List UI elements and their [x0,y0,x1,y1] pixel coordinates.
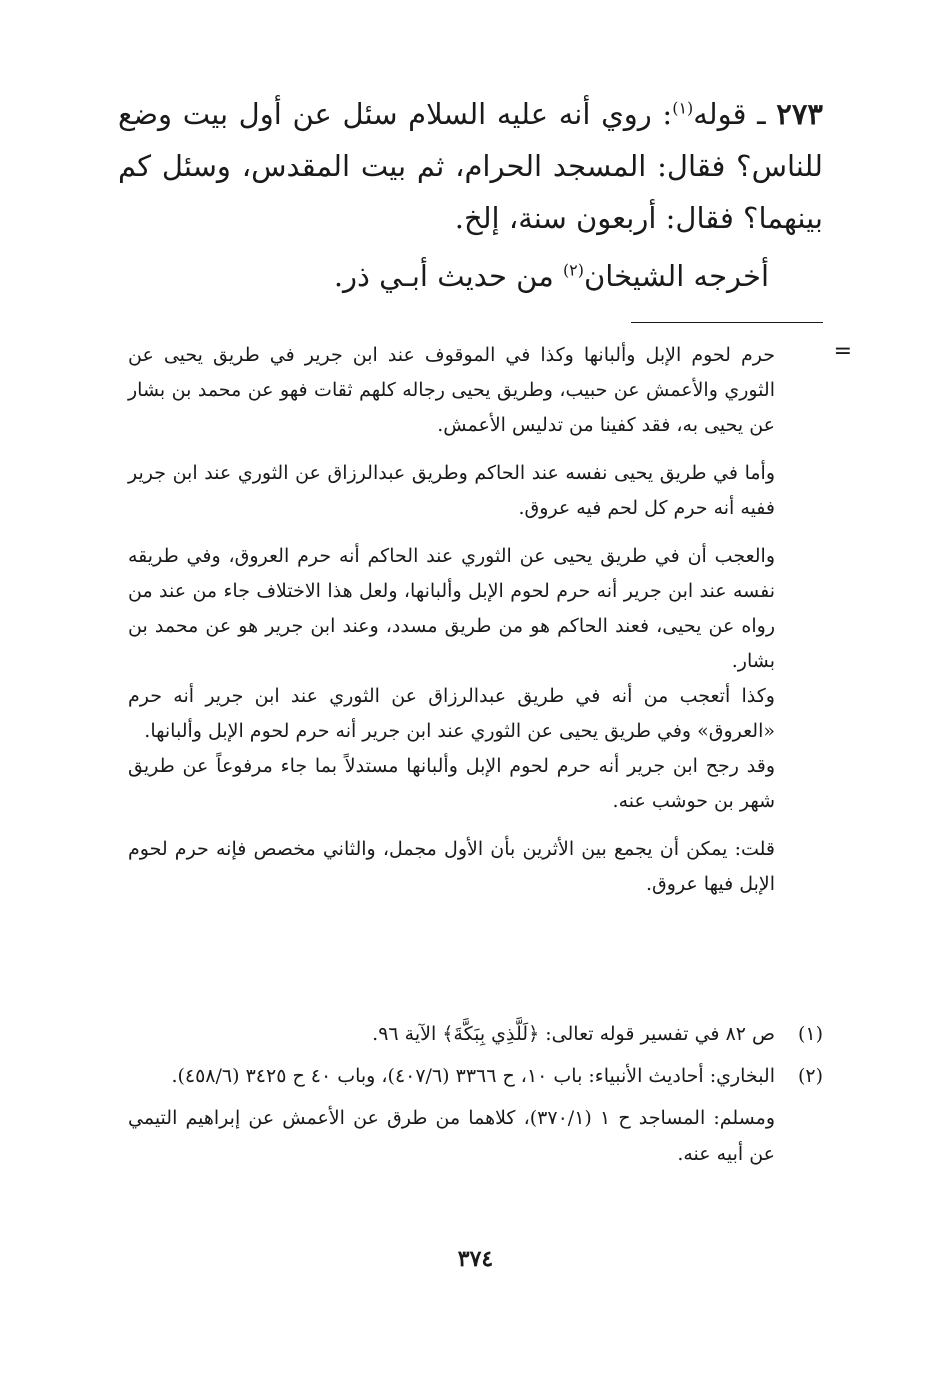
continuation-mark: = [833,339,852,364]
footnote-paragraph: حرم لحوم الإبل وألبانها وكذا في الموقوف عند ابن جرير في طريق يحيى عن الثوري والأعمش عن حبيب، وطريق يحيى رجاله كلهم ثقات فهو عن محمد بن بشار عن يحيى به، فقد كفينا من تدليس الأعمش. [128,344,775,436]
footnote-marker-2: (٢) [562,260,584,280]
entry-word: قوله [693,97,747,131]
entry-text: : روي أنه عليه السلام سئل عن أول بيت وضع للناس؟ فقال: المسجد الحرام، ثم بيت المقدس، وسئل كم بينهما؟ فقال: أربعون سنة، إلخ. [118,97,823,235]
attribution-source: من حديث أبـي ذر. [333,259,563,293]
footnote-marker-1: (١) [672,98,694,118]
hadith-entry [118,88,823,244]
footnote-paragraph: وقد رجح ابن جرير أنه حرم لحوم الإبل وألبانها مستدلاً بما جاء مرفوعاً عن طريق شهر بن حوشب عنه. [128,755,775,812]
reference-body [128,1058,775,1094]
footnote-separator [631,322,823,323]
entry-number: ٢٧٣ [776,97,824,131]
main-text [118,88,823,302]
reference-text-continued: ومسلم: المساجد ح ١ (٣٧٠/١)، كلاهما من طرق عن الأعمش عن إبراهيم التيمي عن أبيه عنه. [128,1107,776,1165]
attribution [118,250,823,302]
reference-text: البخاري: أحاديث الأنبياء: باب ١٠، ح ٣٣٦٦ (٤٠٧/٦)، وباب ٤٠ ح ٣٤٢٥ (٤٥٨/٦). [171,1065,775,1087]
footnote-paragraph: وكذا أتعجب من أنه في طريق عبدالرزاق عن الثوري عند ابن جرير أنه حرم «العروق» وفي طريق يحيى عن الثوري عند ابن جرير أنه حرم لحوم الإبل وألبانها. [128,685,775,742]
footnote-paragraph: وأما في طريق يحيى نفسه عند الحاكم وطريق عبدالرزاق عن الثوري عند ابن جرير ففيه أنه حرم كل لحم فيه عروق. [128,462,775,519]
attribution-text: أخرجه الشيخان [583,259,769,293]
footnote-reference-1 [128,1016,823,1052]
footnote-references [128,1016,823,1191]
footnote-paragraph: قلت: يمكن أن يجمع بين الأثرين بأن الأول مجمل، والثاني مخصص فإنه حرم لحوم الإبل فيها عروق. [128,838,775,895]
reference-number: (٢) [797,1065,823,1087]
entry-dash: ـ [746,97,777,131]
footnotes-continued [128,338,775,915]
reference-text: ص ٨٢ في تفسير قوله تعالى: ﴿لَلَّذِي بِبَكَّةَ﴾ الآية ٩٦. [372,1023,775,1045]
footnote-reference-2 [128,1058,823,1094]
reference-number: (١) [797,1023,823,1045]
footnote-paragraph: والعجب أن في طريق يحيى عن الثوري عند الحاكم أنه حرم العروق، وفي طريقه نفسه عند ابن جرير أنه حرم لحوم الإبل وألبانها، ولعل هذا الاختلاف جاء من عند من رواه عن يحيى، فعند الحاكم هو من طريق مسدد، وعند ابن جرير هو عن محمد بن بشار. [128,545,775,672]
reference-body [128,1016,775,1052]
page-number: ٣٧٤ [457,1246,494,1272]
